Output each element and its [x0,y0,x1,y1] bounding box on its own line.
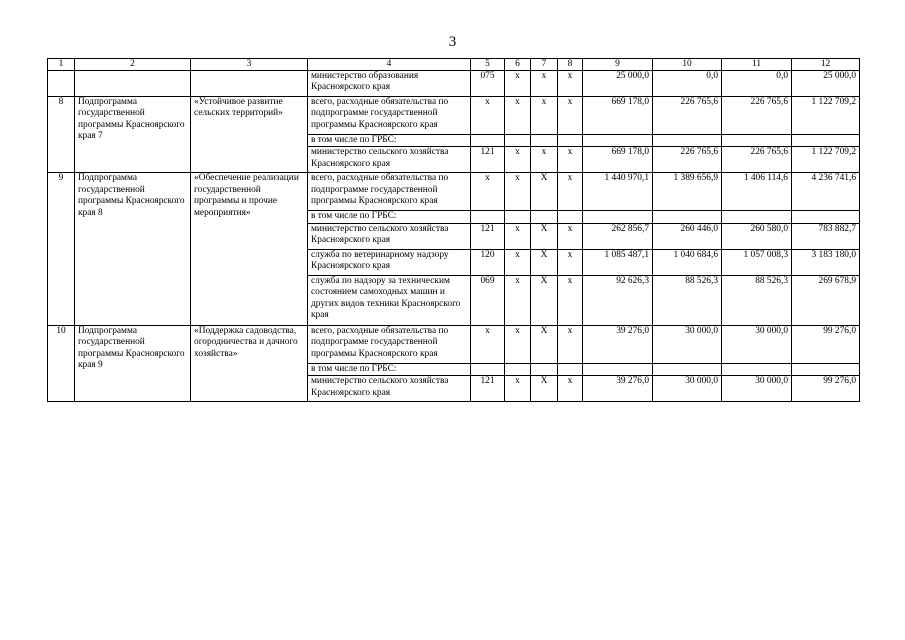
header-cell: 2 [75,59,191,71]
empty-cell [583,363,653,375]
col7-cell: х [531,147,558,173]
description-cell: в том числе по ГРБС: [308,135,471,147]
empty-cell [653,211,722,223]
description-cell: всего, расходные обязательства по подпрограмме государственной программы Красноярского края [308,325,471,363]
col6-cell: х [505,249,531,275]
value-cell: 39 276,0 [583,325,653,363]
value-cell: 25 000,0 [792,71,860,97]
header-cell: 1 [48,59,75,71]
empty-cell [531,135,558,147]
code-cell: 075 [471,71,505,97]
col7-cell: Х [531,223,558,249]
value-cell: 1 406 114,6 [722,173,792,211]
value-cell: 1 085 487,1 [583,249,653,275]
empty-cell [722,211,792,223]
code-cell: 121 [471,223,505,249]
header-cell: 12 [792,59,860,71]
value-cell: 226 765,6 [722,97,792,135]
col6-cell: х [505,223,531,249]
empty-cell [792,211,860,223]
col8-cell: х [558,249,583,275]
col8-cell: х [558,223,583,249]
empty-cell [722,135,792,147]
description-cell: в том числе по ГРБС: [308,363,471,375]
value-cell: 30 000,0 [722,325,792,363]
col7-cell: х [531,97,558,135]
table-row [48,173,860,211]
value-cell: 669 178,0 [583,97,653,135]
value-cell: 1 389 656,9 [653,173,722,211]
col8-cell: х [558,275,583,325]
col8-cell: х [558,147,583,173]
col7-cell: Х [531,275,558,325]
col6-cell: х [505,325,531,363]
empty-cell [531,363,558,375]
col8-cell: х [558,71,583,97]
header-row [48,59,860,71]
header-cell: 6 [505,59,531,71]
empty-cell [722,363,792,375]
col8-cell: х [558,376,583,402]
empty-cell [583,135,653,147]
col6-cell: х [505,97,531,135]
value-cell: 1 122 709,2 [792,97,860,135]
col6-cell: х [505,147,531,173]
description-cell: всего, расходные обязательства по подпрограмме государственной программы Красноярского края [308,97,471,135]
col8-cell: х [558,325,583,363]
value-cell: 1 122 709,2 [792,147,860,173]
col7-cell: Х [531,249,558,275]
value-cell: 3 183 180,0 [792,249,860,275]
code-cell: 120 [471,249,505,275]
description-cell: служба по ветеринарному надзору Красноярского края [308,249,471,275]
code-cell: х [471,325,505,363]
empty-cell [653,363,722,375]
col6-cell: х [505,71,531,97]
col7-cell: Х [531,376,558,402]
empty-cell [792,363,860,375]
col8-cell: х [558,97,583,135]
value-cell: 226 765,6 [653,147,722,173]
header-cell: 8 [558,59,583,71]
program-cell: Подпрограмма государственной программы Красноярского края 7 [75,97,191,173]
name-cell: «Устойчивое развитие сельских территорий» [191,97,308,173]
name-cell: «Поддержка садоводства, огородничества и дачного хозяйства» [191,325,308,401]
value-cell: 269 678,9 [792,275,860,325]
col7-cell: Х [531,325,558,363]
value-cell: 92 626,3 [583,275,653,325]
value-cell: 1 057 008,3 [722,249,792,275]
description-cell: министерство сельского хозяйства Красноярского края [308,223,471,249]
description-cell: министерство сельского хозяйства Красноярского края [308,376,471,402]
empty-cell [583,211,653,223]
empty-cell [471,211,505,223]
value-cell: 226 765,6 [722,147,792,173]
empty-cell [471,135,505,147]
value-cell: 669 178,0 [583,147,653,173]
description-cell: в том числе по ГРБС: [308,211,471,223]
value-cell: 88 526,3 [722,275,792,325]
code-cell: х [471,97,505,135]
table-row [48,97,860,135]
value-cell: 0,0 [722,71,792,97]
empty-cell [505,211,531,223]
value-cell: 260 580,0 [722,223,792,249]
header-cell: 7 [531,59,558,71]
program-cell: Подпрограмма государственной программы Красноярского края 9 [75,325,191,401]
col6-cell: х [505,173,531,211]
value-cell: 99 276,0 [792,325,860,363]
code-cell: 069 [471,275,505,325]
value-cell: 1 440 970,1 [583,173,653,211]
name-cell: «Обеспечение реализации государственной программы и прочие мероприятия» [191,173,308,325]
value-cell: 99 276,0 [792,376,860,402]
num-cell: 10 [48,325,75,401]
empty-cell [558,135,583,147]
program-cell [75,71,191,97]
col7-cell: Х [531,173,558,211]
num-cell: 9 [48,173,75,325]
description-cell: служба по надзору за техническим состоянием самоходных машин и других видов техники Красноярского края [308,275,471,325]
value-cell: 39 276,0 [583,376,653,402]
num-cell: 8 [48,97,75,173]
empty-cell [792,135,860,147]
value-cell: 0,0 [653,71,722,97]
value-cell: 226 765,6 [653,97,722,135]
header-cell: 3 [191,59,308,71]
empty-cell [531,211,558,223]
value-cell: 30 000,0 [653,376,722,402]
page-number: 3 [448,34,457,50]
col6-cell: х [505,275,531,325]
value-cell: 4 236 741,6 [792,173,860,211]
table-row [48,325,860,363]
col8-cell: х [558,173,583,211]
num-cell [48,71,75,97]
table-row [48,71,860,97]
empty-cell [471,363,505,375]
value-cell: 30 000,0 [653,325,722,363]
code-cell: 121 [471,147,505,173]
code-cell: х [471,173,505,211]
value-cell: 262 856,7 [583,223,653,249]
empty-cell [653,135,722,147]
empty-cell [505,135,531,147]
header-cell: 4 [308,59,471,71]
value-cell: 30 000,0 [722,376,792,402]
value-cell: 783 882,7 [792,223,860,249]
value-cell: 260 446,0 [653,223,722,249]
name-cell [191,71,308,97]
value-cell: 1 040 684,6 [653,249,722,275]
program-cell: Подпрограмма государственной программы Красноярского края 8 [75,173,191,325]
empty-cell [558,211,583,223]
header-cell: 10 [653,59,722,71]
description-cell: министерство образования Красноярского края [308,71,471,97]
header-cell: 5 [471,59,505,71]
col7-cell: х [531,71,558,97]
budget-table [47,58,860,402]
col6-cell: х [505,376,531,402]
empty-cell [558,363,583,375]
empty-cell [505,363,531,375]
code-cell: 121 [471,376,505,402]
value-cell: 88 526,3 [653,275,722,325]
header-cell: 9 [583,59,653,71]
value-cell: 25 000,0 [583,71,653,97]
description-cell: всего, расходные обязательства по подпрограмме государственной программы Красноярского края [308,173,471,211]
description-cell: министерство сельского хозяйства Красноярского края [308,147,471,173]
header-cell: 11 [722,59,792,71]
